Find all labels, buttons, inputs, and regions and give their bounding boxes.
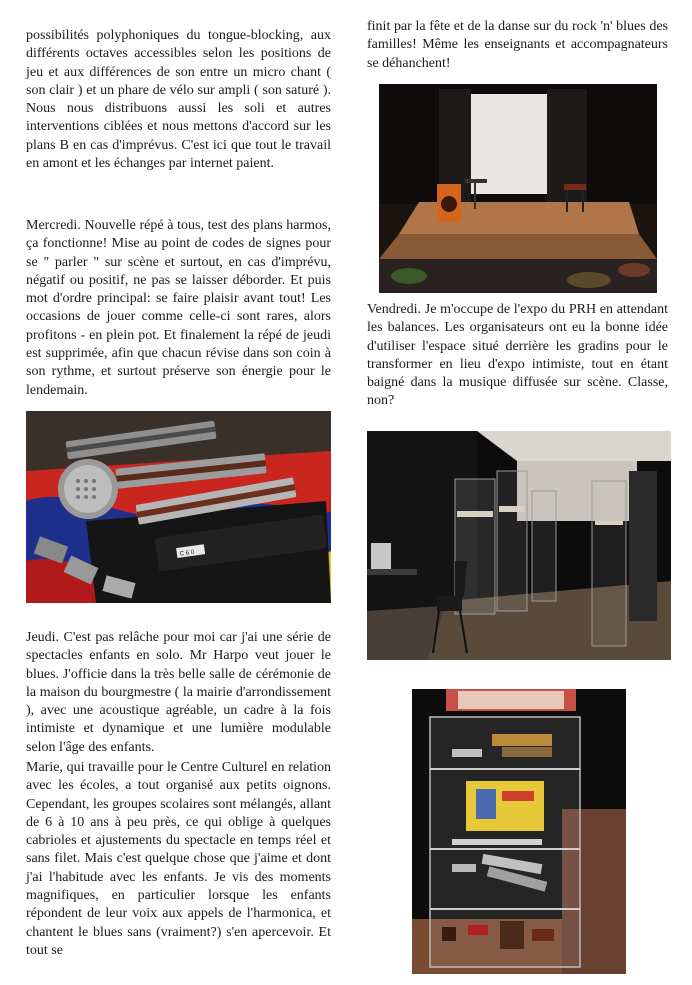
- harmonicas-photo: [26, 411, 331, 603]
- paragraph-mercredi: Mercredi. Nouvelle répé à tous, test des plans harmos, ça fonctionne! Mise au point de codes de signes pour se " parler " sur scène et surtout, en cas d'imprévu, négatif ou positif, ne pas se laisser déborder. Et puis mot d'ordre principal: se faire plaisir avant tout! Les occasions de jouer comme celle-ci sont rares, alors profitons - en plein pot. Et finalement la répé de jeudi est supprimée, afin que chacun révise dans son coin à son rythme, et surtout préserve son énergie pour le lendemain.: [26, 218, 331, 398]
- harmonica-box-label: C 6 0: [179, 549, 195, 558]
- paragraph-tongue-blocking: possibilités polyphoniques du tongue-blocking, aux différents octaves accessibles selon les positions de jeu et aux différences de son entre un micro chant ( son clair ) et un phare de vélo sur ampli ( son saturé ). Nous nous distribuons aussi les soli et autres interventions ciblées et nous mettons d'accord sur les plans B en cas d'imprévus. C'est ici que tout le travail en amont et les échanges par internet paient.: [26, 28, 331, 172]
- paragraph-vendredi: Vendredi. Je m'occupe de l'expo du PRH en attendant les balances. Les organisateurs ont eu la bonne idée d'utiliser l'espace situé derrière les gradins pour le transformer en lieu d'expo intimiste, tout en étant baigné dans la musique diffusée sur scène. Classe, non?: [367, 302, 668, 409]
- display-cabinet-photo: [412, 689, 626, 974]
- stage-photo: [379, 84, 657, 293]
- paragraph-marie: Marie, qui travaille pour le Centre Culturel en relation avec les écoles, a tout organisé aux petits oignons. Cependant, les groupes scolaires sont mélangés, allant de 6 à 10 ans à peu près, ce qui oblige à quelques cabrioles et ajustements du spectacle en temps réel et sans filet. Mais c'est quelque chose que j'aime et dont j'ai l'habitude avec les enfants. Je vis des moments magnifiques, en particulier lorsque les enfants répondent de leur voix aux appels de l'harmonica, et chantent le blues sans (vraiment?) s'en apercevoir. Et tout se: [26, 760, 331, 958]
- exhibition-hall-photo: [367, 431, 671, 660]
- paragraph-jeudi: Jeudi. C'est pas relâche pour moi car j'ai une série de spectacles enfants en solo. Mr Harpo veut jouer le blues. J'officie dans la très belle salle de cérémonie de la maison du bourgmestre ( la mairie d'arrondissement ), avec une acoustique agréable, un cadre à la fois intimiste et dynamique et une lumière modulable selon l'âge des enfants.: [26, 630, 331, 755]
- paragraph-fete: finit par la fête et de la danse sur du rock 'n' blues des familles! Même les enseignants et accompagnateurs se déhanchent!: [367, 19, 668, 71]
